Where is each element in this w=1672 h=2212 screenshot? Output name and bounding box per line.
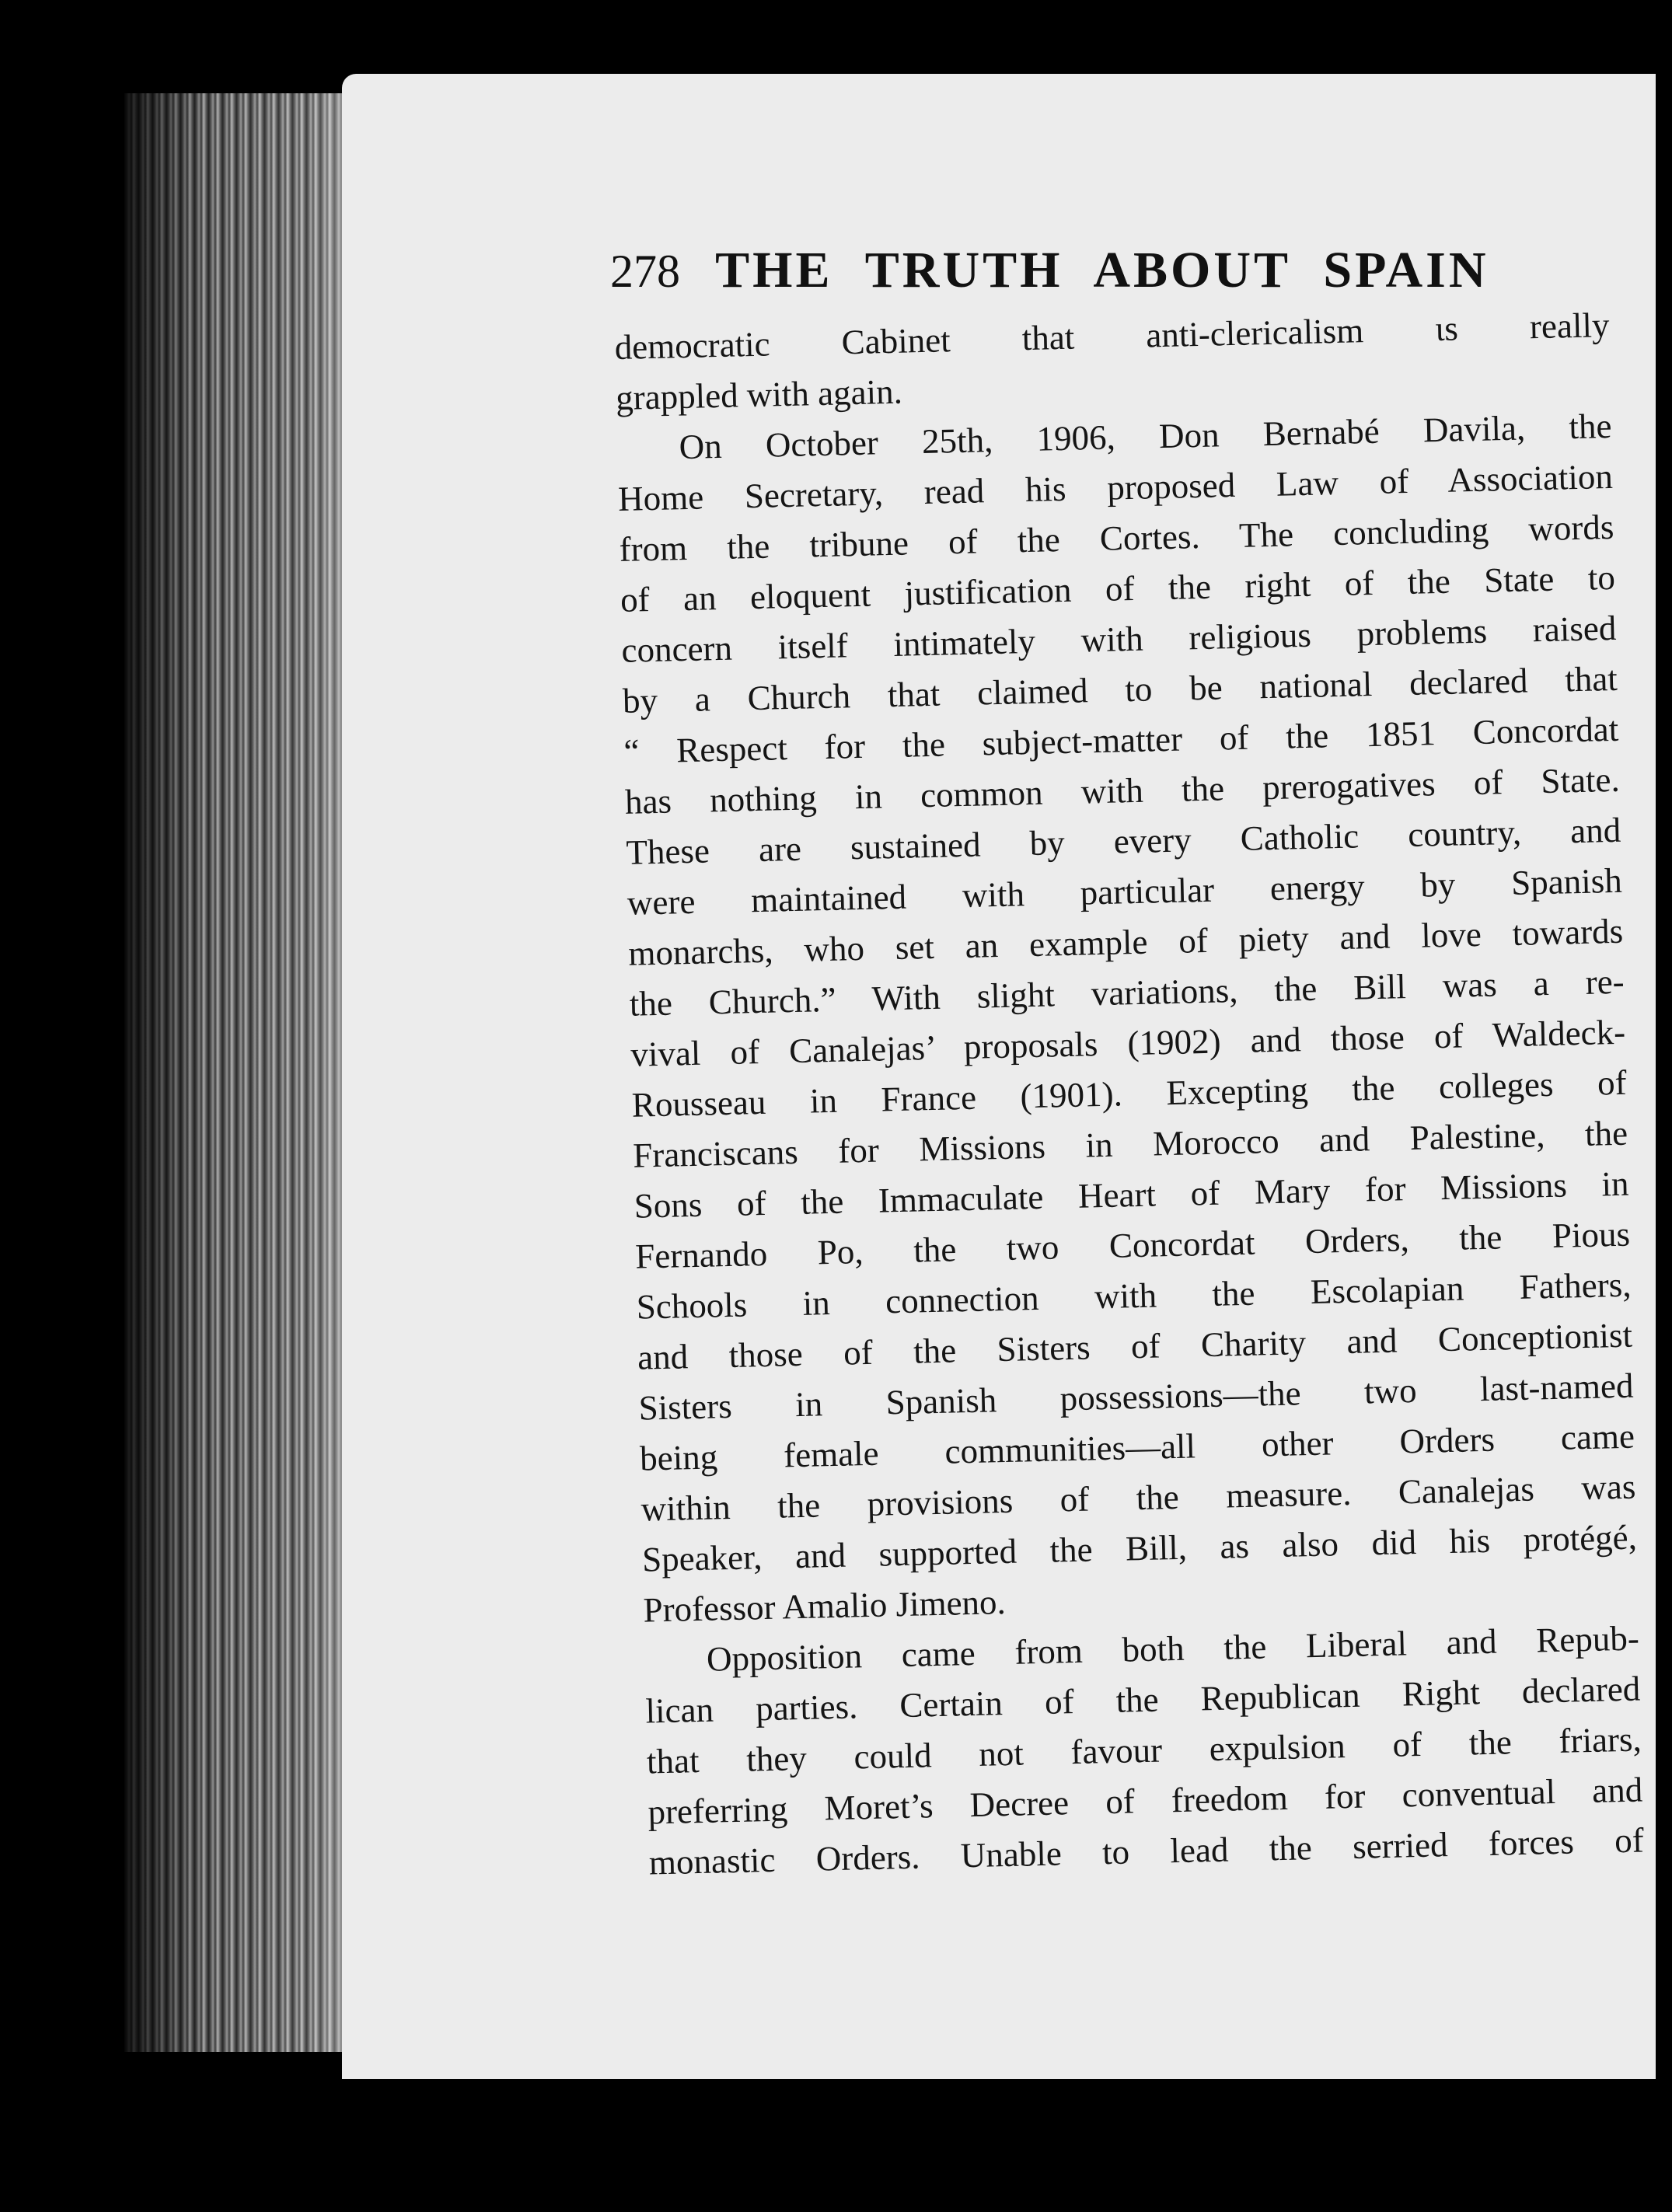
text-line: grappled with again. — [615, 372, 903, 417]
text-line: has nothing in common with the prerogatives of State. — [624, 759, 1621, 822]
text-line: Schools in connection with the Escolapian Fathers, — [636, 1265, 1632, 1327]
text-line: democratic Cabinet that anti-clericalism ιs really — [614, 305, 1610, 367]
text-line: Sons of the Immaculate Heart of Mary for Missions in — [634, 1164, 1630, 1226]
text-line: Opposition came from both the Liberal and Repub- — [706, 1618, 1640, 1679]
text-line: that they could not favour expulsion of the friars, — [646, 1719, 1642, 1781]
text-line: the Church.” With slight variations, the Bill was a re- — [629, 961, 1625, 1024]
text-line: Speaker, and supported the Bill, as also did his protégé, — [641, 1517, 1638, 1579]
text-line: Professor Amalio Jimeno. — [643, 1582, 1007, 1630]
text-line: were maintained with particular energy by Spanish — [627, 860, 1623, 923]
text-line: Fernando Po, the two Concordat Orders, the Pious — [634, 1214, 1631, 1276]
text-line: These are sustained by every Catholic country, and — [625, 810, 1621, 872]
text-line: monarchs, who set an example of piety and love towards — [627, 911, 1624, 973]
text-line: concern itself intimately with religious problems raised — [621, 608, 1617, 670]
text-line: from the tribune of the Cortes. The concluding words — [619, 507, 1614, 569]
text-line: Home Secretary, read his proposed Law of Association — [617, 456, 1614, 518]
text-line: being female communities—all other Orders came — [639, 1416, 1635, 1478]
page-number: 278 — [610, 246, 680, 297]
body-text — [614, 300, 1644, 1889]
text-line: “ Respect for the subject-matter of the 1851 Concordat — [623, 709, 1619, 771]
text-line: On October 25th, 1906, Don Bernabé Davila, the — [679, 406, 1612, 467]
text-line: Rousseau in France (1901). Excepting the colleges of — [631, 1062, 1628, 1125]
text-line: Franciscans for Missions in Morocco and Palestine, the — [632, 1113, 1628, 1175]
text-line: and those of the Sisters of Charity and Conceptionist — [637, 1315, 1633, 1377]
text-line: monastic Orders. Unable to lead the serried forces of — [648, 1820, 1645, 1882]
text-line: lican parties. Certain of the Republican Right declared — [644, 1669, 1641, 1731]
text-line: vival of Canalejas’ proposals (1902) and those of Waldeck- — [630, 1012, 1626, 1074]
text-line: within the provisions of the measure. Canalejas was — [641, 1467, 1636, 1529]
text-line: preferring Moret’s Decree of freedom for conventual and — [647, 1770, 1643, 1832]
running-title: THE TRUTH ABOUT SPAIN — [715, 242, 1489, 298]
text-line: by a Church that claimed to be national declared that — [622, 658, 1618, 720]
text-line: of an eloquent justification of the right of the State to — [620, 557, 1616, 619]
text-line: Sisters in Spanish possessions—the two last-named — [638, 1366, 1634, 1428]
